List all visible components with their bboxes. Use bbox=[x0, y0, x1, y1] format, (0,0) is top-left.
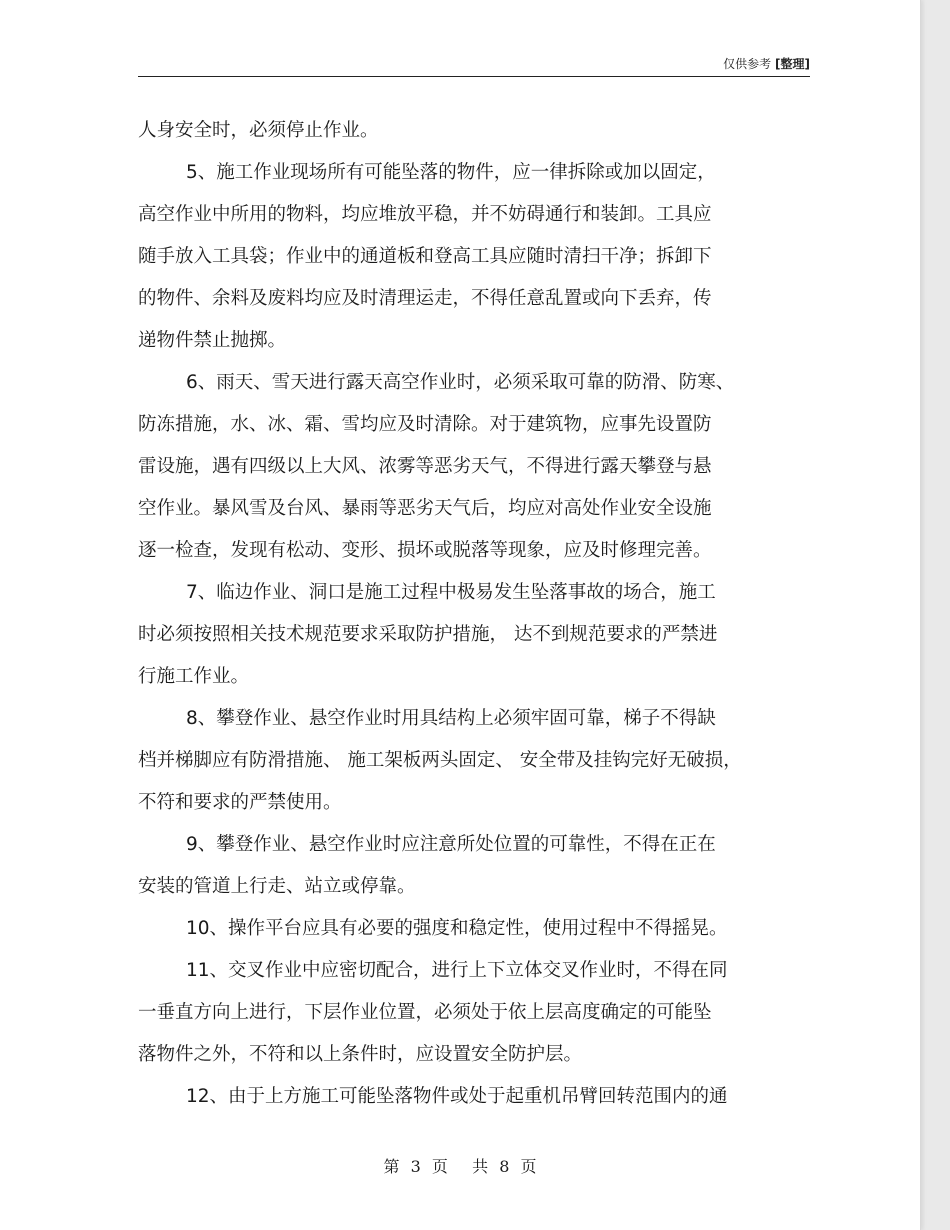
header-label bbox=[723, 56, 810, 72]
text-line: 空作业。暴风雪及台风、暴雨等恶劣天气后，均应对高处作业安全设施 bbox=[138, 498, 712, 519]
page-header bbox=[138, 56, 810, 77]
text-line: 安装的管道上行走、站立或停靠。 bbox=[138, 876, 416, 897]
header-text: 仅供参考 bbox=[723, 57, 772, 71]
text-line: 10、操作平台应具有必要的强度和稳定性，使用过程中不得摇晃。 bbox=[186, 918, 728, 939]
total-page-number: 8 bbox=[499, 1157, 510, 1176]
text-line: 5、施工作业现场所有可能坠落的物件，应一律拆除或加以固定， bbox=[186, 162, 716, 183]
document-body bbox=[138, 110, 810, 1118]
text-line: 时必须按照相关技术规范要求采取防护措施， 达不到规范要求的严禁进 bbox=[138, 624, 718, 645]
text-line: 不符和要求的严禁使用。 bbox=[138, 792, 342, 813]
footer-ye2: 页 bbox=[520, 1157, 537, 1176]
text-line: 9、攀登作业、悬空作业时应注意所处位置的可靠性，不得在正在 bbox=[186, 834, 716, 855]
text-line: 7、临边作业、洞口是施工过程中极易发生坠落事故的场合，施工 bbox=[186, 582, 716, 603]
text-line: 11、交叉作业中应密切配合，进行上下立体交叉作业时，不得在同 bbox=[186, 960, 728, 981]
text-line: 6、雨天、雪天进行露天高空作业时，必须采取可靠的防滑、防寒、 bbox=[186, 372, 735, 393]
text-line: 的物件、余料及废料均应及时清理运走，不得任意乱置或向下丢弃，传 bbox=[138, 288, 712, 309]
text-line: 雷设施，遇有四级以上大风、浓雾等恶劣天气，不得进行露天攀登与悬 bbox=[138, 456, 712, 477]
text-line: 行施工作业。 bbox=[138, 666, 250, 687]
text-line: 落物件之外，不符和以上条件时，应设置安全防护层。 bbox=[138, 1044, 583, 1065]
text-line: 人身安全时，必须停止作业。 bbox=[138, 120, 379, 141]
text-line: 防冻措施，水、冰、霜、雪均应及时清除。对于建筑物，应事先设置防 bbox=[138, 414, 712, 435]
footer-gong: 共 bbox=[472, 1157, 489, 1176]
text-line: 随手放入工具袋；作业中的通道板和登高工具应随时清扫干净；拆卸下 bbox=[138, 246, 712, 267]
text-line: 12、由于上方施工可能坠落物件或处于起重机吊臂回转范围内的通 bbox=[186, 1086, 728, 1107]
text-line: 递物件禁止抛掷。 bbox=[138, 330, 287, 351]
current-page-number: 3 bbox=[410, 1157, 421, 1176]
text-line: 高空作业中所用的物料，均应堆放平稳，并不妨碍通行和装卸。工具应 bbox=[138, 204, 712, 225]
text-line: 逐一检查，发现有松动、变形、损坏或脱落等现象，应及时修理完善。 bbox=[138, 540, 712, 561]
text-line: 8、攀登作业、悬空作业时用具结构上必须牢固可靠，梯子不得缺 bbox=[186, 708, 716, 729]
footer-ye: 页 bbox=[431, 1157, 448, 1176]
text-line: 档并梯脚应有防滑措施、 施工架板两头固定、 安全带及挂钩完好无破损， bbox=[138, 750, 742, 771]
footer-di: 第 bbox=[383, 1157, 400, 1176]
text-line: 一垂直方向上进行，下层作业位置，必须处于依上层高度确定的可能坠 bbox=[138, 1002, 712, 1023]
page-footer bbox=[0, 1154, 920, 1177]
header-tag: [整理] bbox=[775, 57, 810, 71]
